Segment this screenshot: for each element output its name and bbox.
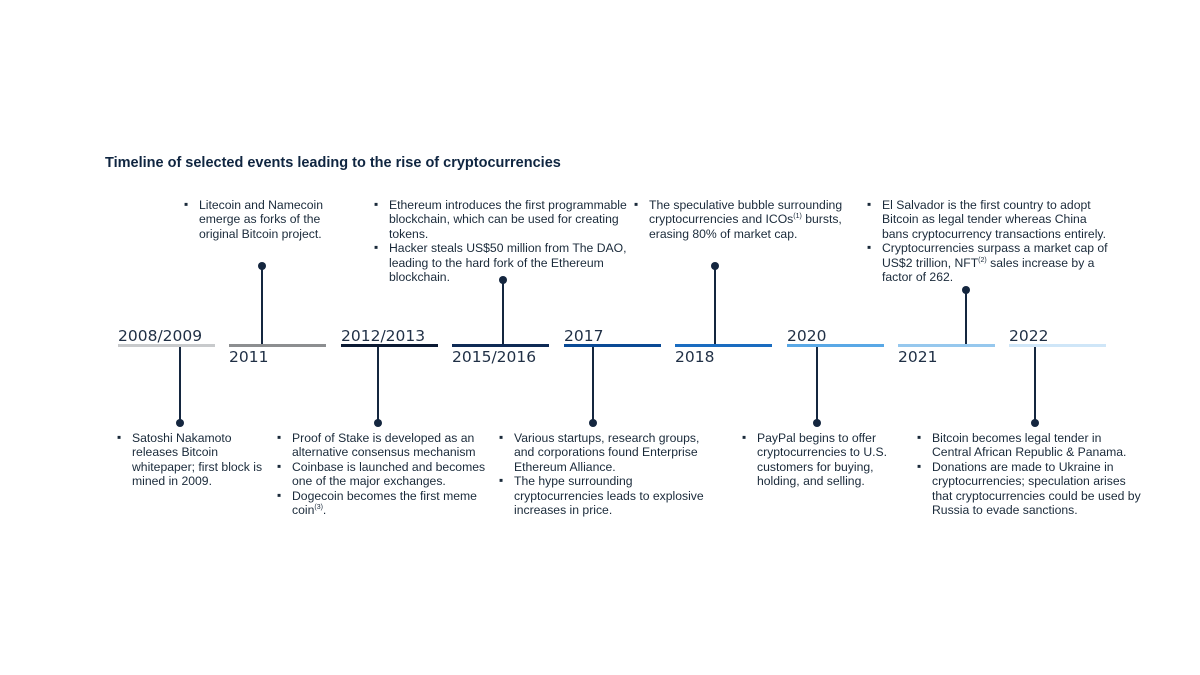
bullet-item (373, 198, 638, 241)
connector-line (179, 347, 181, 423)
connector-dot (258, 262, 266, 270)
bullet-list (498, 431, 713, 517)
bullet-item (916, 431, 1141, 460)
connector-line (502, 280, 504, 344)
bullet-list (633, 198, 863, 241)
year-label: 2015/2016 (452, 348, 537, 366)
bullet-item (276, 460, 491, 489)
bullet-list (916, 431, 1141, 517)
event-note (373, 198, 638, 284)
bullet-item (183, 198, 353, 241)
timeline-segment (452, 344, 549, 347)
bullet-item (866, 198, 1116, 241)
footnote-marker: (1) (793, 213, 802, 221)
footnote-marker: (2) (978, 256, 987, 264)
connector-dot (176, 419, 184, 427)
timeline-segment (898, 344, 995, 347)
connector-line (714, 266, 716, 344)
year-label: 2020 (787, 327, 827, 345)
bullet-text: Proof of Stake is developed as an alternative consensus mechanism (292, 431, 476, 460)
year-label: 2021 (898, 348, 938, 366)
connector-dot (711, 262, 719, 270)
bullet-text: El Salvador is the first country to adopt Bitcoin as legal tender whereas China bans cryptocurrency transactions entirely. (882, 198, 1106, 241)
event-note (276, 431, 491, 517)
bullet-item (276, 489, 491, 518)
bullet-text: Various startups, research groups, and corporations found Enterprise Ethereum Alliance. (514, 431, 700, 474)
bullet-list (866, 198, 1116, 284)
connector-dot (589, 419, 597, 427)
timeline-segment (675, 344, 772, 347)
bullet-item (916, 460, 1141, 518)
bullet-item (498, 474, 713, 517)
page-title: Timeline of selected events leading to the rise of cryptocurrencies (105, 155, 561, 171)
bullet-text: Hacker steals US$50 million from The DAO, leading to the hard fork of the Ethereum blockchain. (389, 241, 627, 285)
bullet-text: Cryptocurrencies surpass a market cap of US$2 trillion, NFT (882, 241, 1108, 270)
connector-line (816, 347, 818, 423)
bullet-list (276, 431, 491, 517)
year-label: 2008/2009 (118, 327, 203, 345)
bullet-item (741, 431, 906, 489)
bullet-item (866, 241, 1116, 284)
bullet-text: The speculative bubble surrounding cryptocurrencies and ICOs (649, 198, 843, 227)
connector-dot (374, 419, 382, 427)
timeline-segment (229, 344, 326, 347)
connector-dot (1031, 419, 1039, 427)
connector-line (1034, 347, 1036, 423)
bullet-item (633, 198, 863, 241)
bullet-text-continued: bursts, erasing 80% of market cap. (649, 212, 842, 241)
bullet-text-continued: sales increase by a factor of 262. (882, 255, 1095, 285)
connector-line (592, 347, 594, 423)
bullet-list (373, 198, 638, 284)
event-note (741, 431, 906, 489)
event-note (866, 198, 1116, 284)
event-note (633, 198, 863, 241)
bullet-item (373, 241, 638, 284)
bullet-text: Bitcoin becomes legal tender in Central African Republic & Panama. (932, 431, 1127, 460)
bullet-text: Coinbase is launched and becomes one of the major exchanges. (292, 459, 486, 489)
bullet-item (276, 431, 491, 460)
event-note (916, 431, 1141, 517)
bullet-text: The hype surrounding cryptocurrencies leads to explosive increases in price. (514, 474, 704, 518)
bullet-text: Donations are made to Ukraine in cryptocurrencies; speculation arises that cryptocurrencies could be used by Russia to evade sanctions. (932, 459, 1141, 518)
bullet-text: Ethereum introduces the first programmable blockchain, which can be used for creating tokens. (389, 198, 627, 241)
event-note (116, 431, 266, 489)
bullet-list (183, 198, 353, 241)
bullet-item (116, 431, 266, 489)
event-note (498, 431, 713, 517)
bullet-text: Litecoin and Namecoin emerge as forks of the original Bitcoin project. (199, 198, 323, 241)
year-label: 2018 (675, 348, 715, 366)
year-label: 2011 (229, 348, 269, 366)
bullet-text: Satoshi Nakamoto releases Bitcoin whitepaper; first block is mined in 2009. (132, 431, 263, 489)
bullet-list (741, 431, 906, 489)
connector-dot (962, 286, 970, 294)
bullet-item (498, 431, 713, 474)
year-label: 2022 (1009, 327, 1049, 345)
year-label: 2017 (564, 327, 604, 345)
footnote-marker: (3) (314, 503, 323, 511)
connector-line (377, 347, 379, 423)
connector-dot (813, 419, 821, 427)
year-label: 2012/2013 (341, 327, 426, 345)
connector-line (965, 290, 967, 344)
event-note (183, 198, 353, 241)
bullet-text: Dogecoin becomes the first meme coin (292, 488, 477, 518)
bullet-list (116, 431, 266, 489)
connector-line (261, 266, 263, 344)
bullet-text-continued: . (322, 503, 327, 518)
bullet-text: PayPal begins to offer cryptocurrencies to U.S. customers for buying, holding, and selling. (757, 431, 888, 489)
